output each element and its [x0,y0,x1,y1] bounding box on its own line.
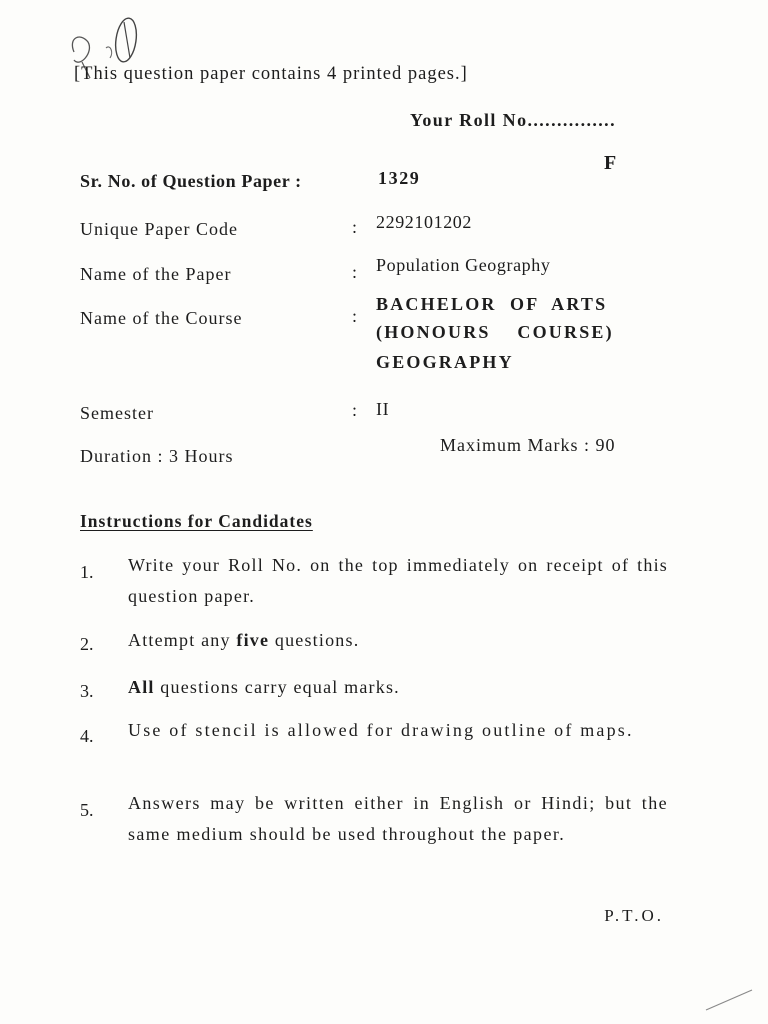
set-letter: F [604,152,617,174]
instruction-emphasis: five [236,630,270,650]
instruction-text: questions. [269,630,360,650]
course-name-line-2: (HONOURS COURSE) [376,322,614,342]
instruction-number: 5. [80,800,94,820]
instructions-heading: Instructions for Candidates [80,511,313,531]
course-name-label: Name of the Course [80,308,243,328]
instruction-number: 2. [80,634,94,654]
paper-name-label: Name of the Paper [80,264,232,284]
page-edge-mark-icon [704,986,754,1012]
sr-no-value: 1329 [378,168,421,188]
paper-code-colon: : [352,217,358,237]
roll-number-line: Your Roll No............... [410,110,616,130]
instruction-text: Answers may be written either in English or Hindi; but the same medium should be used throughout the paper. [128,793,668,844]
course-name-colon: : [352,306,358,326]
duration-text: Duration : 3 Hours [80,446,234,466]
instruction-text: Write your Roll No. on the top immediately on receipt of this question paper. [128,555,668,606]
printed-pages-note: [This question paper contains 4 printed pages.] [74,64,468,84]
instruction-item [128,625,668,656]
instruction-item [128,550,668,612]
semester-label: Semester [80,403,154,423]
instruction-text: questions carry equal marks. [154,677,400,697]
instruction-text: Attempt any [128,630,237,650]
please-turn-over: P.T.O. [604,906,664,925]
instruction-item [128,672,668,703]
paper-code-label: Unique Paper Code [80,219,238,239]
course-name-line-1: BACHELOR OF ARTS [376,294,608,314]
paper-name-value: Population Geography [376,255,551,275]
instruction-text: Use of stencil is allowed for drawing outline of maps. [128,720,634,740]
instruction-emphasis: All [128,677,155,697]
semester-colon: : [352,400,358,420]
course-name-line-3: GEOGRAPHY [376,352,514,372]
instruction-number: 4. [80,726,94,746]
paper-name-colon: : [352,262,358,282]
instruction-item [128,715,668,746]
semester-value: II [376,399,390,419]
max-marks-text: Maximum Marks : 90 [440,435,616,455]
paper-code-value: 2292101202 [376,212,472,232]
instruction-number: 3. [80,681,94,701]
sr-no-label: Sr. No. of Question Paper : [80,171,302,191]
instruction-item [128,788,668,850]
instruction-number: 1. [80,562,94,582]
